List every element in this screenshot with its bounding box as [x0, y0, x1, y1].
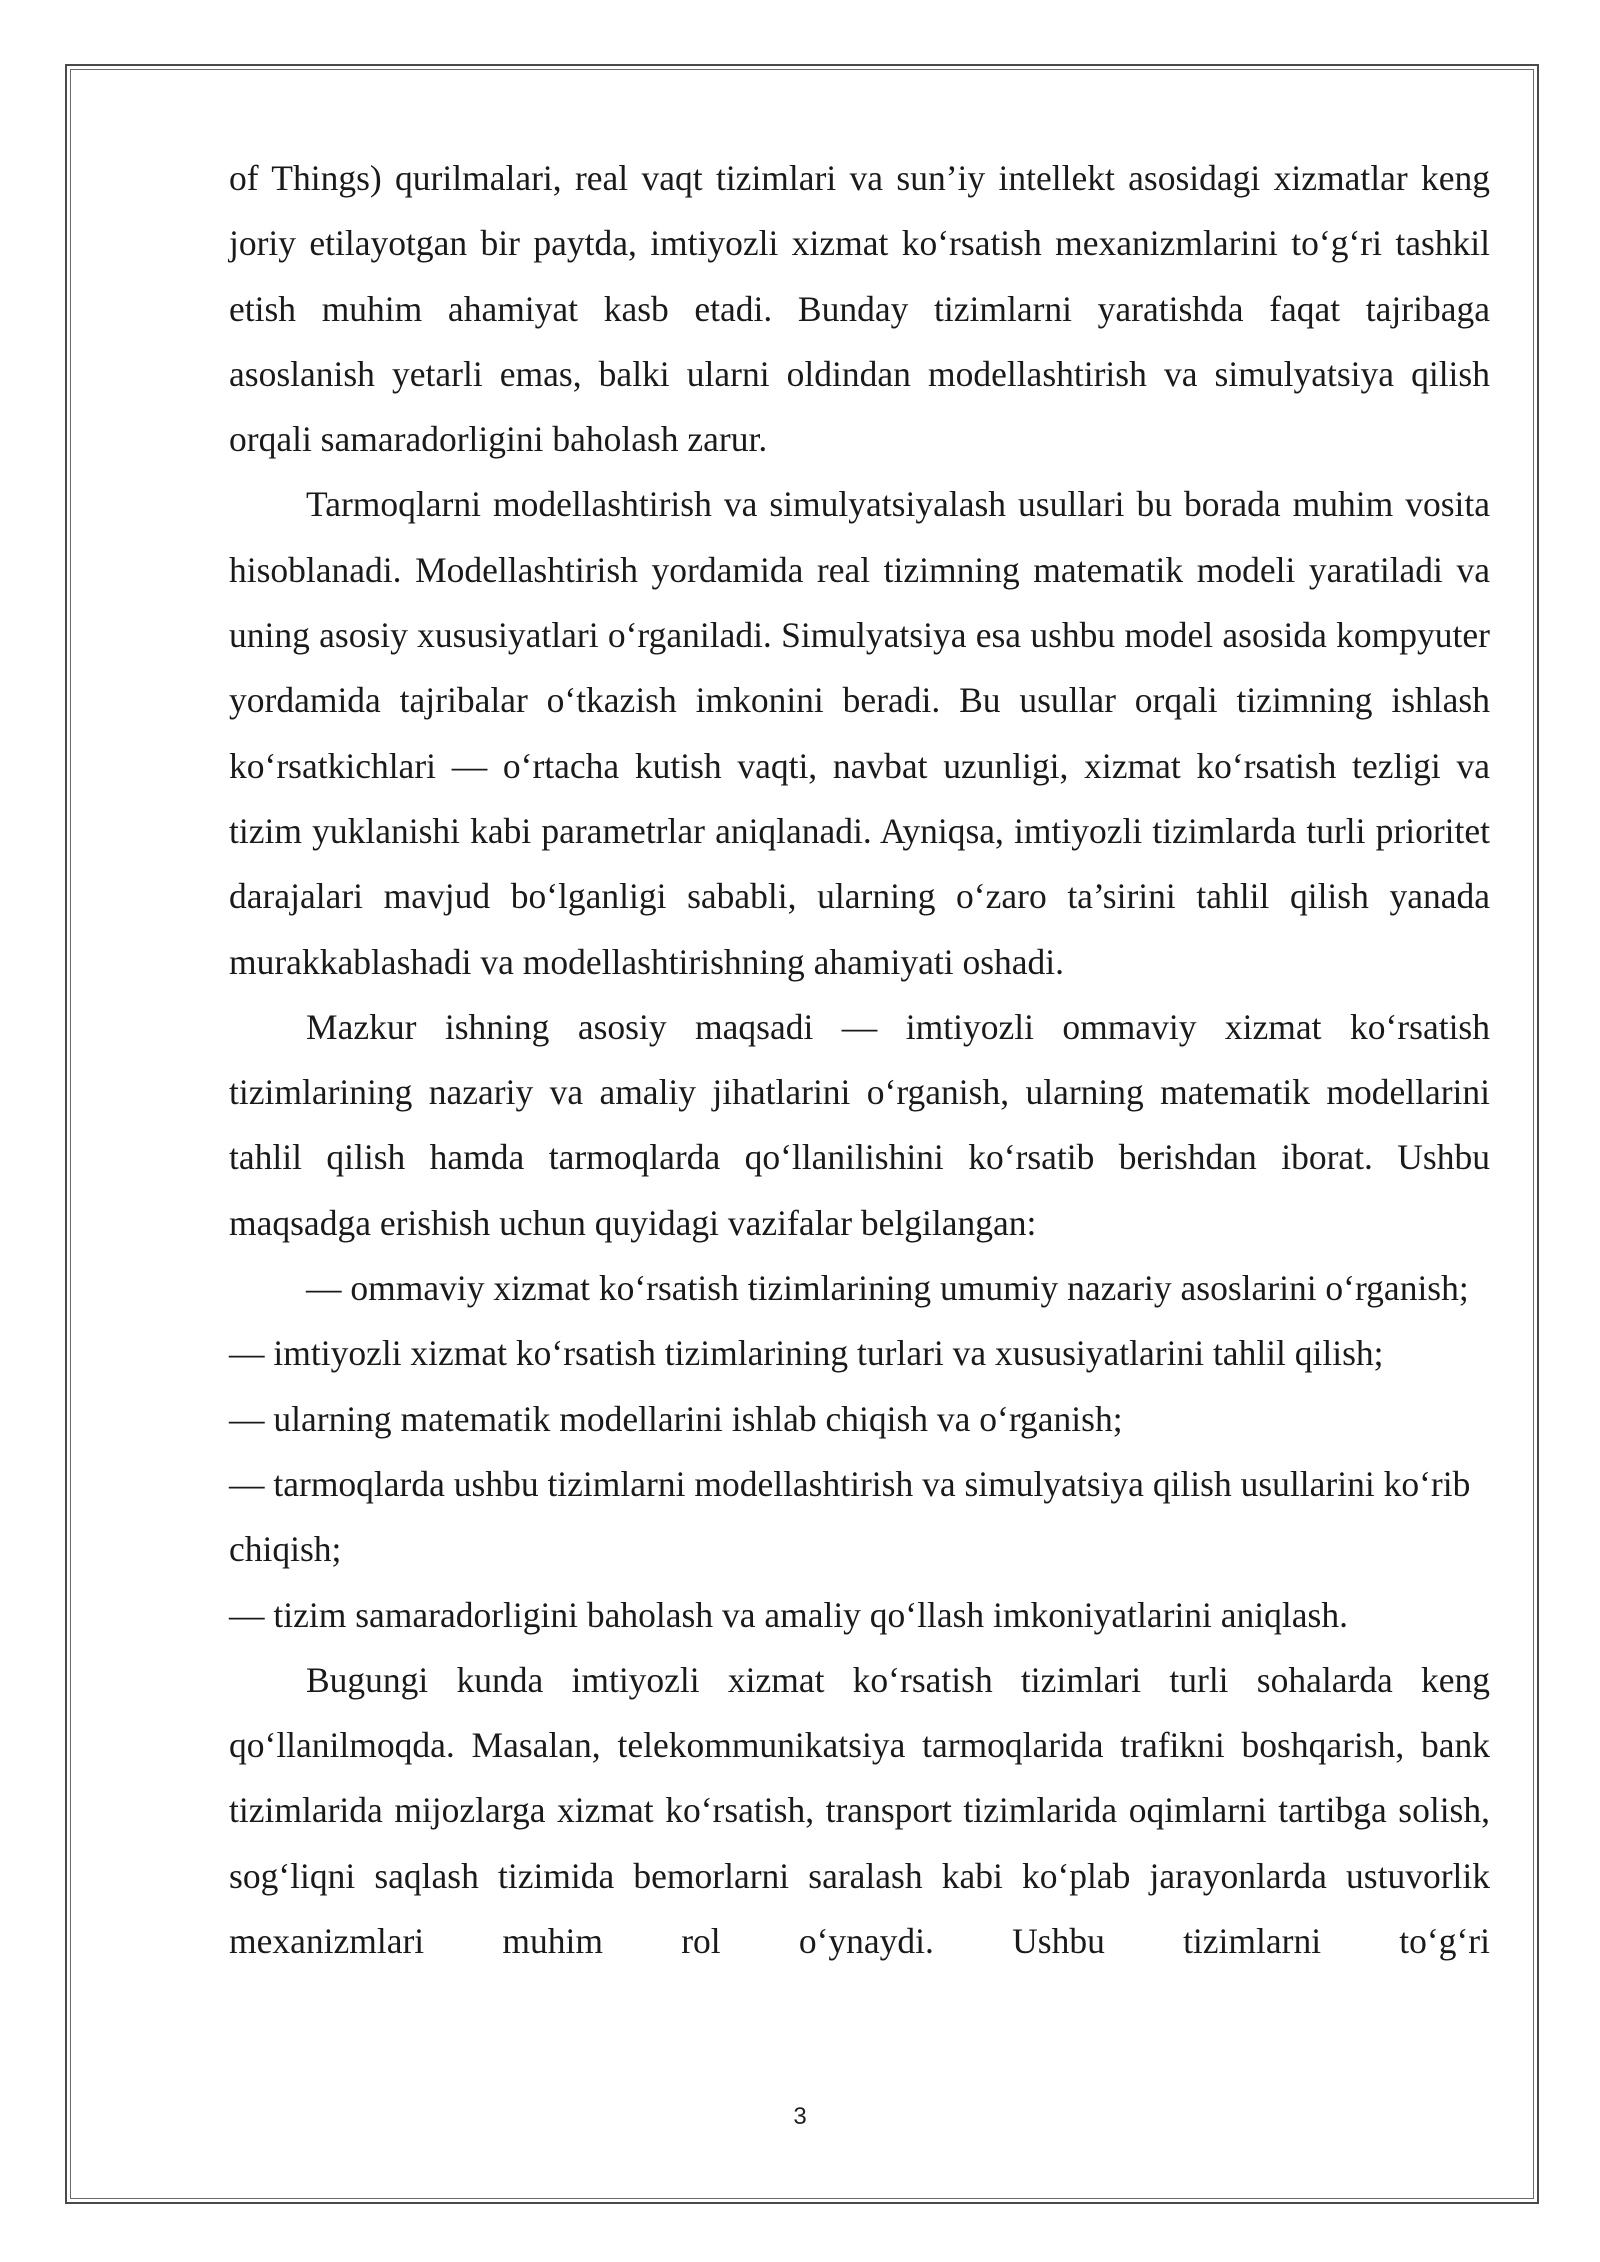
task-list-item: — imtiyozli xizmat ko‘rsatish tizimlarining turlari va xususiyatlarini tahlil qilish; [229, 1333, 1384, 1374]
page-number: 3 [793, 2103, 807, 2130]
paragraph-continuation: of Things) qurilmalari, real vaqt tizimlari va sun’iy intellekt asosidagi xizmatlar keng joriy etilayotgan bir paytda, imtiyozli xizmat ko‘rsatish mexanizmlarini to‘g‘ri tashkil etish muhim ahamiyat kasb etadi. Bunday tizimlarni yaratishda faqat tajribaga asoslanish yetarli emas, balki ularni oldindan modellashtirish va simulyatsiya qilish orqali samaradorligini baholash zarur. [229, 158, 1490, 460]
task-list-item: — tarmoqlarda ushbu tizimlarni modellashtirish va simulyatsiya qilish usullarini ko‘rib chiqish; [229, 1463, 1471, 1570]
task-list-item: — ommaviy xizmat ko‘rsatish tizimlarining umumiy nazariy asoslarini o‘rganish; [306, 1268, 1469, 1309]
paragraph-modeling-methods: Tarmoqlarni modellashtirish va simulyatsiyalash usullari bu borada muhim vosita hisoblanadi. Modellashtirish yordamida real tizimning matematik modeli yaratiladi va uning asosiy xususiyatlari o‘rganiladi. Simulyatsiya esa ushbu model asosida kompyuter yordamida tajribalar o‘tkazish imkonini beradi. Bu usullar orqali tizimning ishlash ko‘rsatkichlari — o‘rtacha kutish vaqti, navbat uzunligi, xizmat ko‘rsatish tezligi va tizim yuklanishi kabi parametrlar aniqlanadi. Ayniqsa, imtiyozli tizimlarda turli prioritet darajalari mavjud bo‘lganligi sababli, ularning o‘zaro ta’sirini tahlil qilish yanada murakkablashadi va modellashtirishning ahamiyati oshadi. [229, 484, 1490, 982]
paragraph-applications: Bugungi kunda imtiyozli xizmat ko‘rsatish tizimlari turli sohalarda keng qo‘llanilmoqda. Masalan, telekommunikatsiya tarmoqlarida trafikni boshqarish, bank tizimlarida mijozlarga xizmat ko‘rsatish, transport tizimlarida oqimlarni tartibga solish, sog‘liqni saqlash tizimida bemorlarni saralash kabi ko‘plab jarayonlarda ustuvorlik mexanizmlari muhim rol o‘ynaydi. Ushbu tizimlarni to‘g‘ri [229, 1659, 1490, 1962]
task-list-item: — tizim samaradorligini baholash va amaliy qo‘llash imkoniyatlarini aniqlash. [229, 1594, 1348, 1635]
task-list-item: — ularning matematik modellarini ishlab chiqish va o‘rganish; [229, 1398, 1123, 1439]
paragraph-goal: Mazkur ishning asosiy maqsadi — imtiyozli ommaviy xizmat ko‘rsatish tizimlarining nazariy va amaliy jihatlarini o‘rganish, ularning matematik modellarini tahlil qilish hamda tarmoqlarda qo‘llanilishini ko‘rsatib berishdan iborat. Ushbu maqsadga erishish uchun quyidagi vazifalar belgilangan: [229, 1006, 1490, 1243]
document-body [229, 146, 1490, 1974]
